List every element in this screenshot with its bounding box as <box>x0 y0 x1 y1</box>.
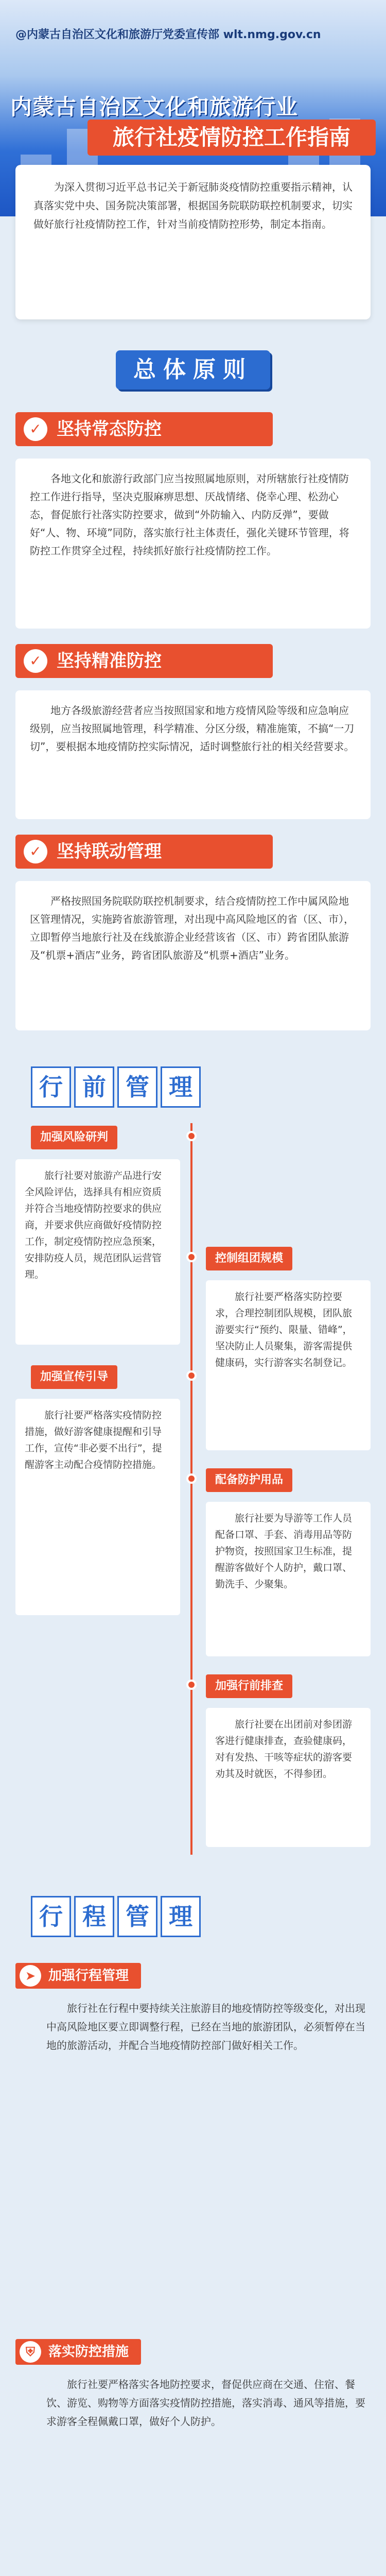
step-5-badge: 加强行前排查 <box>206 1674 292 1698</box>
intro-card: 为深入贯彻习近平总书记关于新冠肺炎疫情防控重要指示精神，认真落实党中央、国务院决策部署，根据国务院联防联控机制要求，切实做好旅行社疫情防控工作，针对当前疫情防控形势，制定本指南。 <box>15 165 371 319</box>
trip-item-1 <box>15 1963 371 2324</box>
principle-1-title: 坚持常态防控 <box>57 419 162 439</box>
principle-2-ribbon <box>15 644 273 678</box>
trip-item-1-title: 加强行程管理 <box>48 1968 129 1984</box>
page-body <box>0 181 386 2576</box>
source-line: @内蒙古自治区文化和旅游厅党委宣传部 wlt.nmg.gov.cn <box>15 28 321 41</box>
heading-char: 行 <box>31 1066 71 1108</box>
section-heading-pre <box>31 1066 206 1108</box>
timeline-dot <box>186 1680 197 1690</box>
step-2-text: 旅行社要严格落实防控要求，合理控制团队规模，团队旅游要实行“预约、限量、错峰”，坚决防止人员聚集，游客需提供健康码，实行游客实名制登记。 <box>206 1280 371 1450</box>
shield-icon: ⛨ <box>20 2341 41 2363</box>
heading-char: 管 <box>117 1896 157 1937</box>
trip-item-2 <box>15 2339 371 2576</box>
principle-2-text: 地方各级旅游经营者应当按照国家和地方疫情风险等级和应急响应级别，应当按照属地管理，科学精准、分区分级，精准施策，不搞“一刀切”，要根据本地疫情防控实际情况，适时调整旅行社的相关经营要求。 <box>15 690 371 819</box>
step-5-text: 旅行社要在出团前对参团游客进行健康排查，查验健康码，对有发热、干咳等症状的游客要劝其及时就医，不得参团。 <box>206 1708 371 1847</box>
trip-item-2-tag <box>15 2339 141 2365</box>
heading-char: 管 <box>117 1066 157 1108</box>
timeline-dot <box>186 1370 197 1381</box>
principle-3-text: 严格按照国务院联防联控机制要求，结合疫情防控工作中属风险地区管理情况，实施跨省旅游管理，对出现中高风险地区的省（区、市），立即暂停当地旅行社及在线旅游企业经营该省（区、市）跨省团队旅游及“机票+酒店”业务，跨省团队旅游及“机票+酒店”业务。 <box>15 881 371 1030</box>
step-4-text: 旅行社要严格落实疫情防控措施，做好游客健康提醒和引导工作，宣传“非必要不出行”，提醒游客主动配合疫情防控措施。 <box>15 1399 180 1615</box>
section-heading-trip <box>31 1896 206 1937</box>
check-icon: ✓ <box>24 649 47 673</box>
heading-char: 程 <box>74 1896 114 1937</box>
principle-2-title: 坚持精准防控 <box>57 651 162 671</box>
timeline-line <box>190 1123 192 1855</box>
trip-item-2-title: 落实防控措施 <box>48 2344 129 2360</box>
timeline-dot <box>186 1131 197 1141</box>
trip-item-1-text: 旅行社在行程中要持续关注旅游目的地疫情防控等级变化，对出现中高风险地区要立即调整行程，已经在当地的旅游团队，必须暂停在当地的旅游活动，并配合当地疫情防控部门做好相关工作。 <box>46 2002 365 2052</box>
heading-char: 理 <box>161 1896 201 1937</box>
heading-char: 行 <box>31 1896 71 1937</box>
step-3-badge: 配备防护用品 <box>206 1468 292 1492</box>
principle-3-title: 坚持联动管理 <box>57 841 162 862</box>
trip-item-1-tag <box>15 1963 141 1989</box>
section-heading-principles: 总体原则 <box>116 350 270 389</box>
step-2-badge: 控制组团规模 <box>206 1247 292 1270</box>
route-icon: ➤ <box>20 1965 41 1987</box>
trip-item-2-text: 旅行社要严格落实各地防控要求，督促供应商在交通、住宿、餐饮、游览、购物等方面落实疫情防控措施，落实消毒、通风等措施，要求游客全程佩戴口罩，做好个人防护。 <box>46 2378 365 2428</box>
heading-char: 前 <box>74 1066 114 1108</box>
principle-3-ribbon <box>15 835 273 869</box>
timeline-dot <box>186 1473 197 1484</box>
principle-1-ribbon <box>15 412 273 446</box>
heading-char: 理 <box>161 1066 201 1108</box>
step-4-badge: 加强宣传引导 <box>31 1365 117 1389</box>
timeline-dot <box>186 1252 197 1262</box>
step-1-badge: 加强风险研判 <box>31 1126 117 1149</box>
check-icon: ✓ <box>24 417 47 441</box>
principle-1-text: 各地文化和旅游行政部门应当按照属地原则，对所辖旅行社疫情防控工作进行指导，坚决克服麻痹思想、厌战情绪、侥幸心理、松劲心态，督促旅行社落实防控要求，做到“外防输入、内防反弹”，要做好“人、物、环境”同防，落实旅行社主体责任，强化关键环节管理，将防控工作贯穿全过程，持续抓好旅行社疫情防控工作。 <box>15 459 371 629</box>
check-icon: ✓ <box>24 840 47 863</box>
step-1-text: 旅行社要对旅游产品进行安全风险评估，选择具有相应资质并符合当地疫情防控要求的供应商，并要求供应商做好疫情防控工作，制定疫情防控应急预案，安排防疫人员，规范团队运营管理。 <box>15 1159 180 1345</box>
page-subtitle: 旅行社疫情防控工作指南 <box>87 120 376 156</box>
page-title: 内蒙古自治区文化和旅游行业 <box>10 94 299 120</box>
step-3-text: 旅行社要为导游等工作人员配备口罩、手套、消毒用品等防护物资，按照国家卫生标准，提醒游客做好个人防护，戴口罩、勤洗手、少聚集。 <box>206 1502 371 1656</box>
